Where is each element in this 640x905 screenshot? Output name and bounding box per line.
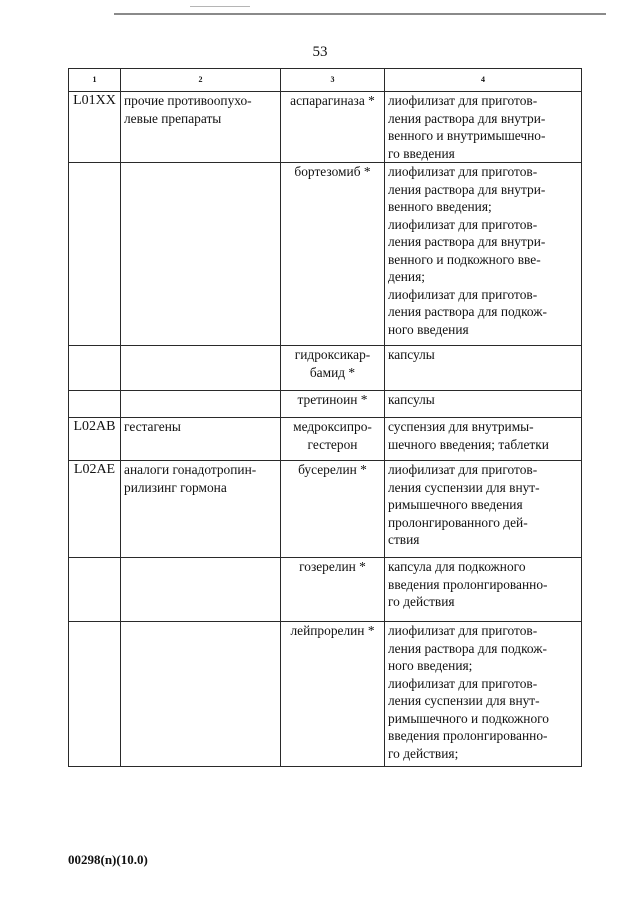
pharmacological-group-cell — [121, 391, 281, 418]
drug-name-cell: третиноин * — [281, 391, 385, 418]
drug-table — [68, 68, 582, 767]
dosage-form-cell — [385, 558, 582, 622]
dosage-form-entry: лиофилизат для приготов- ления раствора для внутри- венного и внутримышечно- го введения — [388, 93, 546, 161]
atc-code-cell: L02AE — [69, 461, 121, 558]
table-header-row — [69, 69, 582, 92]
drug-name-cell: медроксипро- гестерон — [281, 418, 385, 461]
table-row — [69, 391, 582, 418]
dosage-form-entry: капсулы — [388, 392, 435, 407]
dosage-form-entry: лиофилизат для приготов- ления раствора для подкож- ного введения — [388, 286, 547, 337]
pharmacological-group-cell: гестагены — [121, 418, 281, 461]
drug-name-cell: бусерелин * — [281, 461, 385, 558]
table-row — [69, 346, 582, 391]
table-row — [69, 92, 582, 163]
table-row — [69, 622, 582, 767]
dosage-form-entry: лиофилизат для приготов- ления раствора для внутри- венного введения; — [388, 164, 546, 214]
dosage-form-cell — [385, 391, 582, 418]
atc-code-cell: L02AB — [69, 418, 121, 461]
pharmacological-group-cell — [121, 622, 281, 767]
atc-code-cell — [69, 558, 121, 622]
atc-code-cell — [69, 163, 121, 346]
dosage-form-cell — [385, 622, 582, 767]
table-body — [69, 92, 582, 767]
drug-name-cell: аспарагиназа * — [281, 92, 385, 163]
table-row — [69, 461, 582, 558]
pharmacological-group-cell: прочие противоопухо- левые препараты — [121, 92, 281, 163]
dosage-form-entry: капсулы — [388, 347, 435, 362]
table-row — [69, 558, 582, 622]
header-cell-3: 3 — [281, 69, 385, 92]
drug-name-cell: гидроксикар- бамид * — [281, 346, 385, 391]
atc-code-cell — [69, 622, 121, 767]
dosage-form-entry: лиофилизат для приготов- ления раствора для внутри- венного и подкожного вве- дения; — [388, 216, 546, 284]
dosage-form-entry: капсула для подкожного введения пролонгированно- го действия — [388, 559, 548, 609]
dosage-form-entry: суспензия для внутримы- шечного введения; таблетки — [388, 419, 549, 452]
table-row — [69, 163, 582, 346]
pharmacological-group-cell: аналоги гонадотропин- рилизинг гормона — [121, 461, 281, 558]
top-edge-mark — [190, 6, 250, 7]
dosage-form-entry: лиофилизат для приготов- ления суспензии для внут- римышечного введения пролонгированного дей- ствия — [388, 462, 540, 547]
dosage-form-cell — [385, 92, 582, 163]
footer-document-code: 00298(n)(10.0) — [68, 852, 148, 867]
dosage-form-cell — [385, 346, 582, 391]
header-cell-2: 2 — [121, 69, 281, 92]
dosage-form-entry: лиофилизат для приготов- ления суспензии для внут- римышечного и подкожного введения пролонгированно- го действия; — [388, 675, 550, 761]
pharmacological-group-cell — [121, 163, 281, 346]
drug-name-cell: лейпрорелин * — [281, 622, 385, 767]
dosage-form-entry: лиофилизат для приготов- ления раствора для подкож- ного введения; — [388, 623, 547, 673]
dosage-form-cell — [385, 163, 582, 346]
dosage-form-cell — [385, 418, 582, 461]
drug-name-cell: бортезомиб * — [281, 163, 385, 346]
table-row — [69, 418, 582, 461]
header-cell-1: 1 — [69, 69, 121, 92]
pharmacological-group-cell — [121, 346, 281, 391]
atc-code-cell — [69, 391, 121, 418]
header-cell-4: 4 — [385, 69, 582, 92]
drug-name-cell: гозерелин * — [281, 558, 385, 622]
top-edge-rule — [114, 13, 606, 15]
atc-code-cell — [69, 346, 121, 391]
dosage-form-cell — [385, 461, 582, 558]
pharmacological-group-cell — [121, 558, 281, 622]
atc-code-cell: L01XX — [69, 92, 121, 163]
page-number: 53 — [312, 44, 328, 60]
